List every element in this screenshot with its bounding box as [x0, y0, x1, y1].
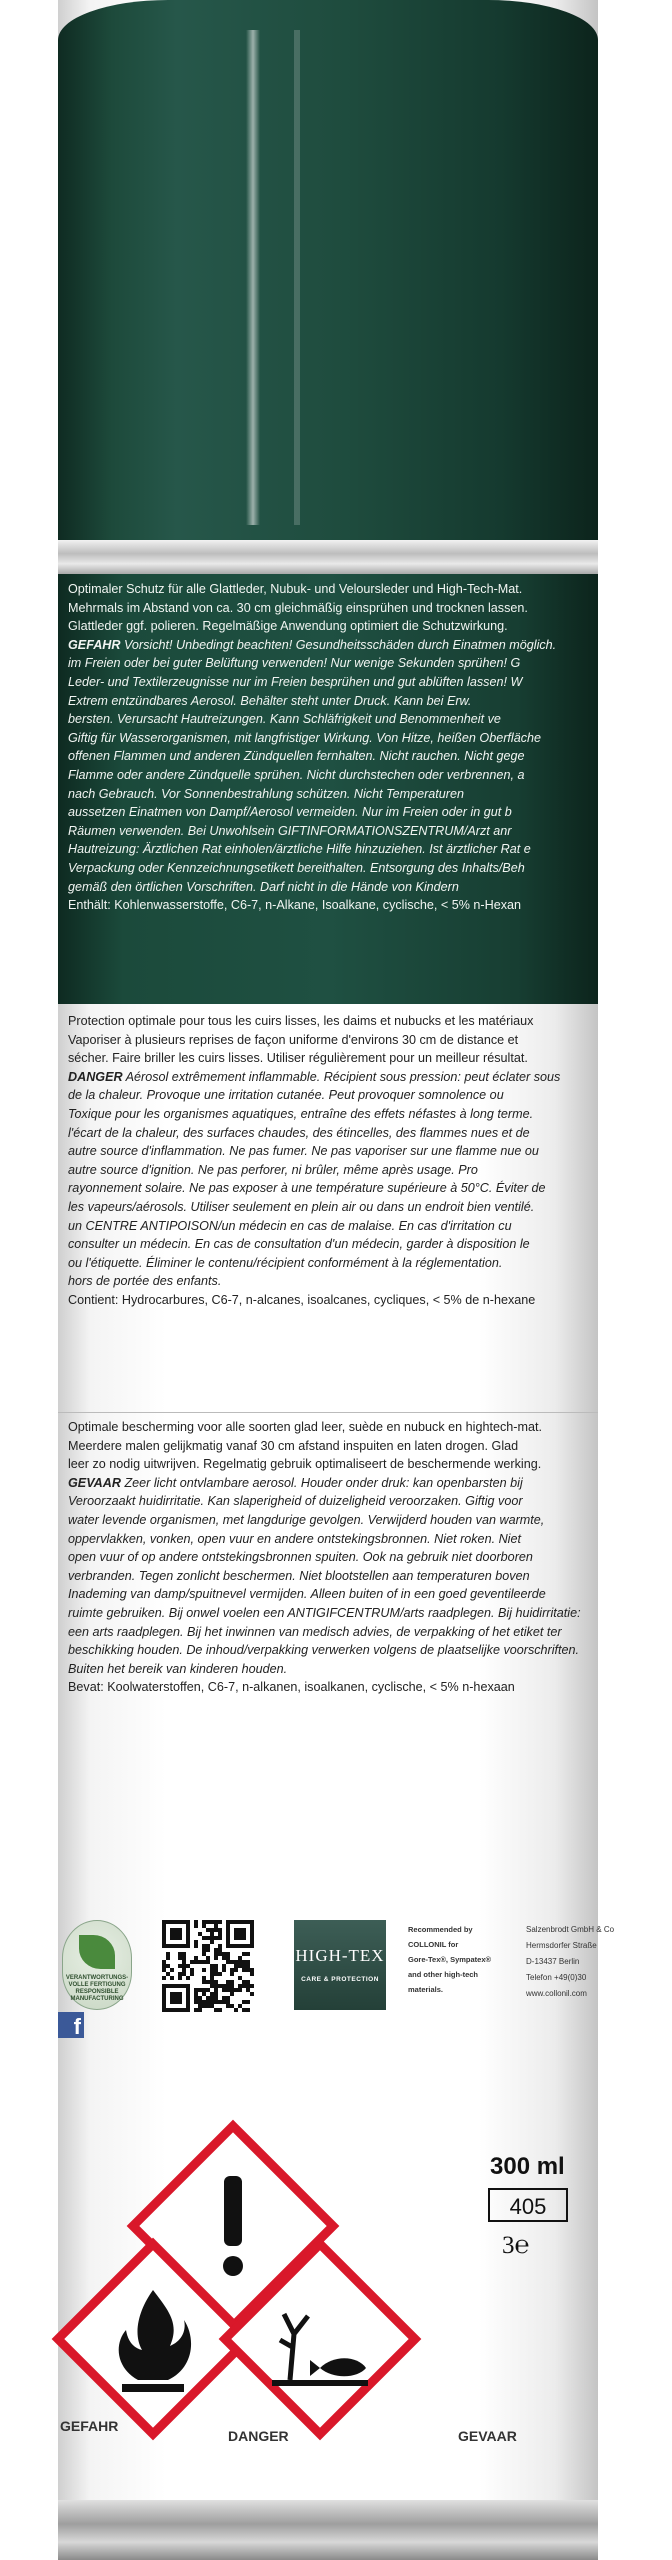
french-instructions-line: DANGER Aérosol extrêmement inflammable. Récipient sous pression: peut éclater sous — [68, 1069, 561, 1084]
french-instructions-line: autre source d'ignition. Ne pas perforer, ni brûler, même après usage. Pro — [68, 1162, 478, 1177]
german-instructions-line: Verpackung oder Kennzeichnungsetikett bereithalten. Entsorgung des Inhalts/Beh — [68, 860, 525, 875]
german-instructions-line: im Freien oder bei guter Belüftung verwenden! Nur wenige Sekunden sprühen! G — [68, 656, 521, 671]
ghs-pictograms — [58, 2118, 478, 2478]
hazard-label-de: GEFAHR — [60, 2418, 119, 2434]
german-instructions-line: gemäß den örtlichen Vorschriften. Darf nicht in die Hände von Kindern — [68, 879, 459, 894]
hazard-label-fr: DANGER — [228, 2428, 289, 2444]
french-instructions-line: Vaporiser à plusieurs reprises de façon uniforme d'environs 30 cm de distance et — [68, 1032, 519, 1047]
german-instructions-line: nach Gebrauch. Vor Sonnenbestrahlung schützen. Nicht Temperaturen — [68, 786, 465, 801]
cap-highlight-secondary — [294, 30, 300, 525]
dutch-instructions-line: Meerdere malen gelijkmatig vanaf 30 cm afstand inspuiten en laten drogen. Glad — [68, 1438, 519, 1453]
can-cap — [58, 0, 598, 540]
can-collar — [58, 540, 598, 574]
german-instructions-line: Extrem entzündbares Aerosol. Behälter steht unter Druck. Kann bei Erw. — [68, 693, 472, 708]
french-instructions-line: de la chaleur. Provoque une irritation cutanée. Peut provoquer somnolence ou — [68, 1088, 504, 1103]
german-instructions-line: Enthält: Kohlenwasserstoffe, C6-7, n-Alkane, Isoalkane, cyclische, < 5% n-Hexan — [68, 898, 522, 913]
french-instructions-line: un CENTRE ANTIPOISON/un médecin en cas de malaise. En cas d'irritation cu — [68, 1218, 512, 1233]
dutch-instructions-line: Optimale bescherming voor alle soorten glad leer, suède en nubuck en hightech-mat. — [68, 1420, 542, 1434]
hazard-label-nl: GEVAAR — [458, 2428, 517, 2444]
german-instructions-line: Giftig für Wasserorganismen, mit langfristiger Wirkung. Von Hitze, heißen Oberfläche — [68, 730, 542, 745]
german-instructions-line: GEFAHR Vorsicht! Unbedingt beachten! Gesundheitsschäden durch Einatmen möglich. — [68, 637, 557, 652]
german-instructions-line: Glattleder ggf. polieren. Regelmäßige Anwendung optimiert die Schutzwirkung. — [68, 619, 508, 634]
dutch-instructions-line: beschikking houden. De inhoud/verpakking verwerken volgens de plaatselijke voorschriften. — [68, 1643, 580, 1658]
german-instructions-line: bersten. Verursacht Hautreizungen. Kann Schläfrigkeit und Benommenheit ve — [68, 712, 501, 727]
recommendation-text: Recommended by COLLONIL for Gore-Tex®, Sympatex® and other high-tech materials. — [408, 1925, 492, 1994]
high-tex-title: HIGH-TEX — [295, 1946, 385, 1965]
dutch-instructions-line: oppervlakken, vonken, open vuur en andere ontstekingsbronnen. Niet roken. Niet — [68, 1531, 521, 1546]
german-label-band — [58, 574, 598, 1004]
german-instructions-line: Flamme oder andere Zündquelle sprühen. Nicht durchstechen oder verbrennen, a — [68, 767, 525, 782]
logo-row — [58, 1892, 615, 2152]
german-instructions-line: offenen Flammen und anderen Zündquellen fernhalten. Nicht rauchen. Nicht gege — [68, 749, 525, 764]
french-instructions-line: les vapeurs/aérosols. Utiliser seulement en plein air ou dans un endroit bien ventilé. — [68, 1199, 535, 1214]
dutch-instructions-line: Buiten het bereik van kinderen houden. — [68, 1661, 288, 1676]
facebook-icon[interactable]: f — [58, 2012, 84, 2038]
french-instructions-line: hors de portée des enfants. — [68, 1274, 222, 1289]
french-instructions-line: sécher. Faire briller les cuirs lisses. Utiliser régulièrement pour un meilleur résultat. — [68, 1051, 528, 1066]
german-instructions-line: Hautreizung: Ärztlichen Rat einholen/ärztliche Hilfe hinzuziehen. Ist ärztlicher Rat e — [68, 842, 531, 857]
french-instructions-line: autre source d'inflammation. Ne pas fumer. Ne pas vaporiser sur une flamme nue ou — [68, 1144, 539, 1159]
estimated-sign: 3℮ — [502, 2232, 530, 2259]
german-instructions-line: aussetzen Einatmen von Dampf/Aerosol vermeiden. Nur im Freien oder in gut b — [68, 805, 512, 820]
dutch-instructions-line: Veroorzaakt huidirritatie. Kan slaperigheid of duizeligheid veroorzaken. Giftig voor — [68, 1494, 523, 1509]
leaf-icon — [79, 1935, 115, 1969]
dutch-instructions-line: een arts raadplegen. Bij het inwinnen van medisch advies, de verpakking of het etiket ter — [68, 1624, 562, 1639]
french-instructions-line: consulter un médecin. En cas de consultation d'un médecin, garder à disposition le — [68, 1237, 530, 1252]
dutch-instructions-line: ruimte gebruiken. Bij onwel voelen een ANTIGIFCENTRUM/arts raadplegen. Bij huidirritatie: — [68, 1605, 581, 1620]
dutch-instructions-line: verbranden. Tegen zonlicht beschermen. Niet blootstellen aan temperaturen boven — [68, 1568, 530, 1583]
product-code: 405 — [488, 2188, 568, 2222]
can-bottom-rim — [58, 2500, 598, 2560]
dutch-instructions — [68, 1418, 658, 1697]
dutch-instructions-line: GEVAAR Zeer licht ontvlambare aerosol. Houder onder druk: kan openbarsten bij — [68, 1475, 523, 1490]
manufacturer-address: Salzenbrodt GmbH & Co Hermsdorfer Straße D-13437 Berlin Telefon +49(0)30 www.collonil.com — [526, 1925, 615, 1998]
dutch-instructions-line: water levende organismen, met langdurige gevolgen. Verwijderd houden van warmte, — [68, 1512, 545, 1527]
volume-label: 300 ml — [490, 2153, 565, 2180]
french-instructions-line: ou l'étiquette. Éliminer le contenu/récipient conformément à la réglementation. — [68, 1255, 503, 1270]
french-instructions-line: Contient: Hydrocarbures, C6-7, n-alcanes, isoalcanes, cycliques, < 5% de n-hexane — [68, 1292, 536, 1307]
german-instructions-line: Mehrmals im Abstand von ca. 30 cm gleichmäßig einsprühen und trocknen lassen. — [68, 600, 528, 615]
german-instructions — [68, 580, 648, 915]
german-instructions-line: Optimaler Schutz für alle Glattleder, Nubuk- und Veloursleder und High-Tech-Mat. — [68, 582, 523, 596]
badge-text-bottom: RESPONSIBLE MANUFACTURING — [70, 1989, 124, 2002]
french-instructions-line: Toxique pour les organismes aquatiques, entraîne des effets néfastes à long terme. — [68, 1106, 534, 1121]
high-tex-subtitle: CARE & PROTECTION — [301, 1976, 379, 1983]
german-instructions-line: Räumen verwenden. Bei Unwohlsein GIFTINFORMATIONSZENTRUM/Arzt anr — [68, 823, 512, 838]
spray-can — [58, 0, 615, 2560]
responsible-manufacturing-badge — [62, 1920, 132, 2010]
separator — [58, 1412, 598, 1413]
french-instructions-line: Protection optimale pour tous les cuirs lisses, les daims et nubucks et les matériaux — [68, 1014, 534, 1028]
dutch-instructions-line: Inademing van damp/spuitnevel vermijden. Alleen buiten of in een goed geventileerde — [68, 1587, 546, 1602]
cap-highlight — [246, 30, 260, 525]
french-instructions-line: rayonnement solaire. Ne pas exposer à une température supérieure à 50°C. Éviter de — [68, 1181, 546, 1196]
french-instructions — [68, 1012, 658, 1310]
badge-text-top: VERANTWORTUNGS-VOLLE FERTIGUNG — [65, 1975, 129, 1988]
french-instructions-line: l'écart de la chaleur, des surfaces chaudes, des étincelles, des flammes nues et de — [68, 1125, 530, 1140]
high-tex-badge — [294, 1920, 386, 2010]
dutch-instructions-line: leer zo nodig uitwrijven. Regelmatig gebruik optimaliseert de beschermende werking. — [68, 1457, 542, 1472]
dutch-instructions-line: Bevat: Koolwaterstoffen, C6-7, n-alkanen, isoalkanen, cyclische, < 5% n-hexaan — [68, 1680, 515, 1695]
dutch-instructions-line: open vuur of op andere ontstekingsbronnen spuiten. Ook na gebruik niet doorboren — [68, 1550, 533, 1565]
german-instructions-line: Leder- und Textilerzeugnisse nur im Freien besprühen und gut ablüften lassen! W — [68, 674, 523, 689]
qr-code[interactable] — [162, 1920, 254, 2012]
